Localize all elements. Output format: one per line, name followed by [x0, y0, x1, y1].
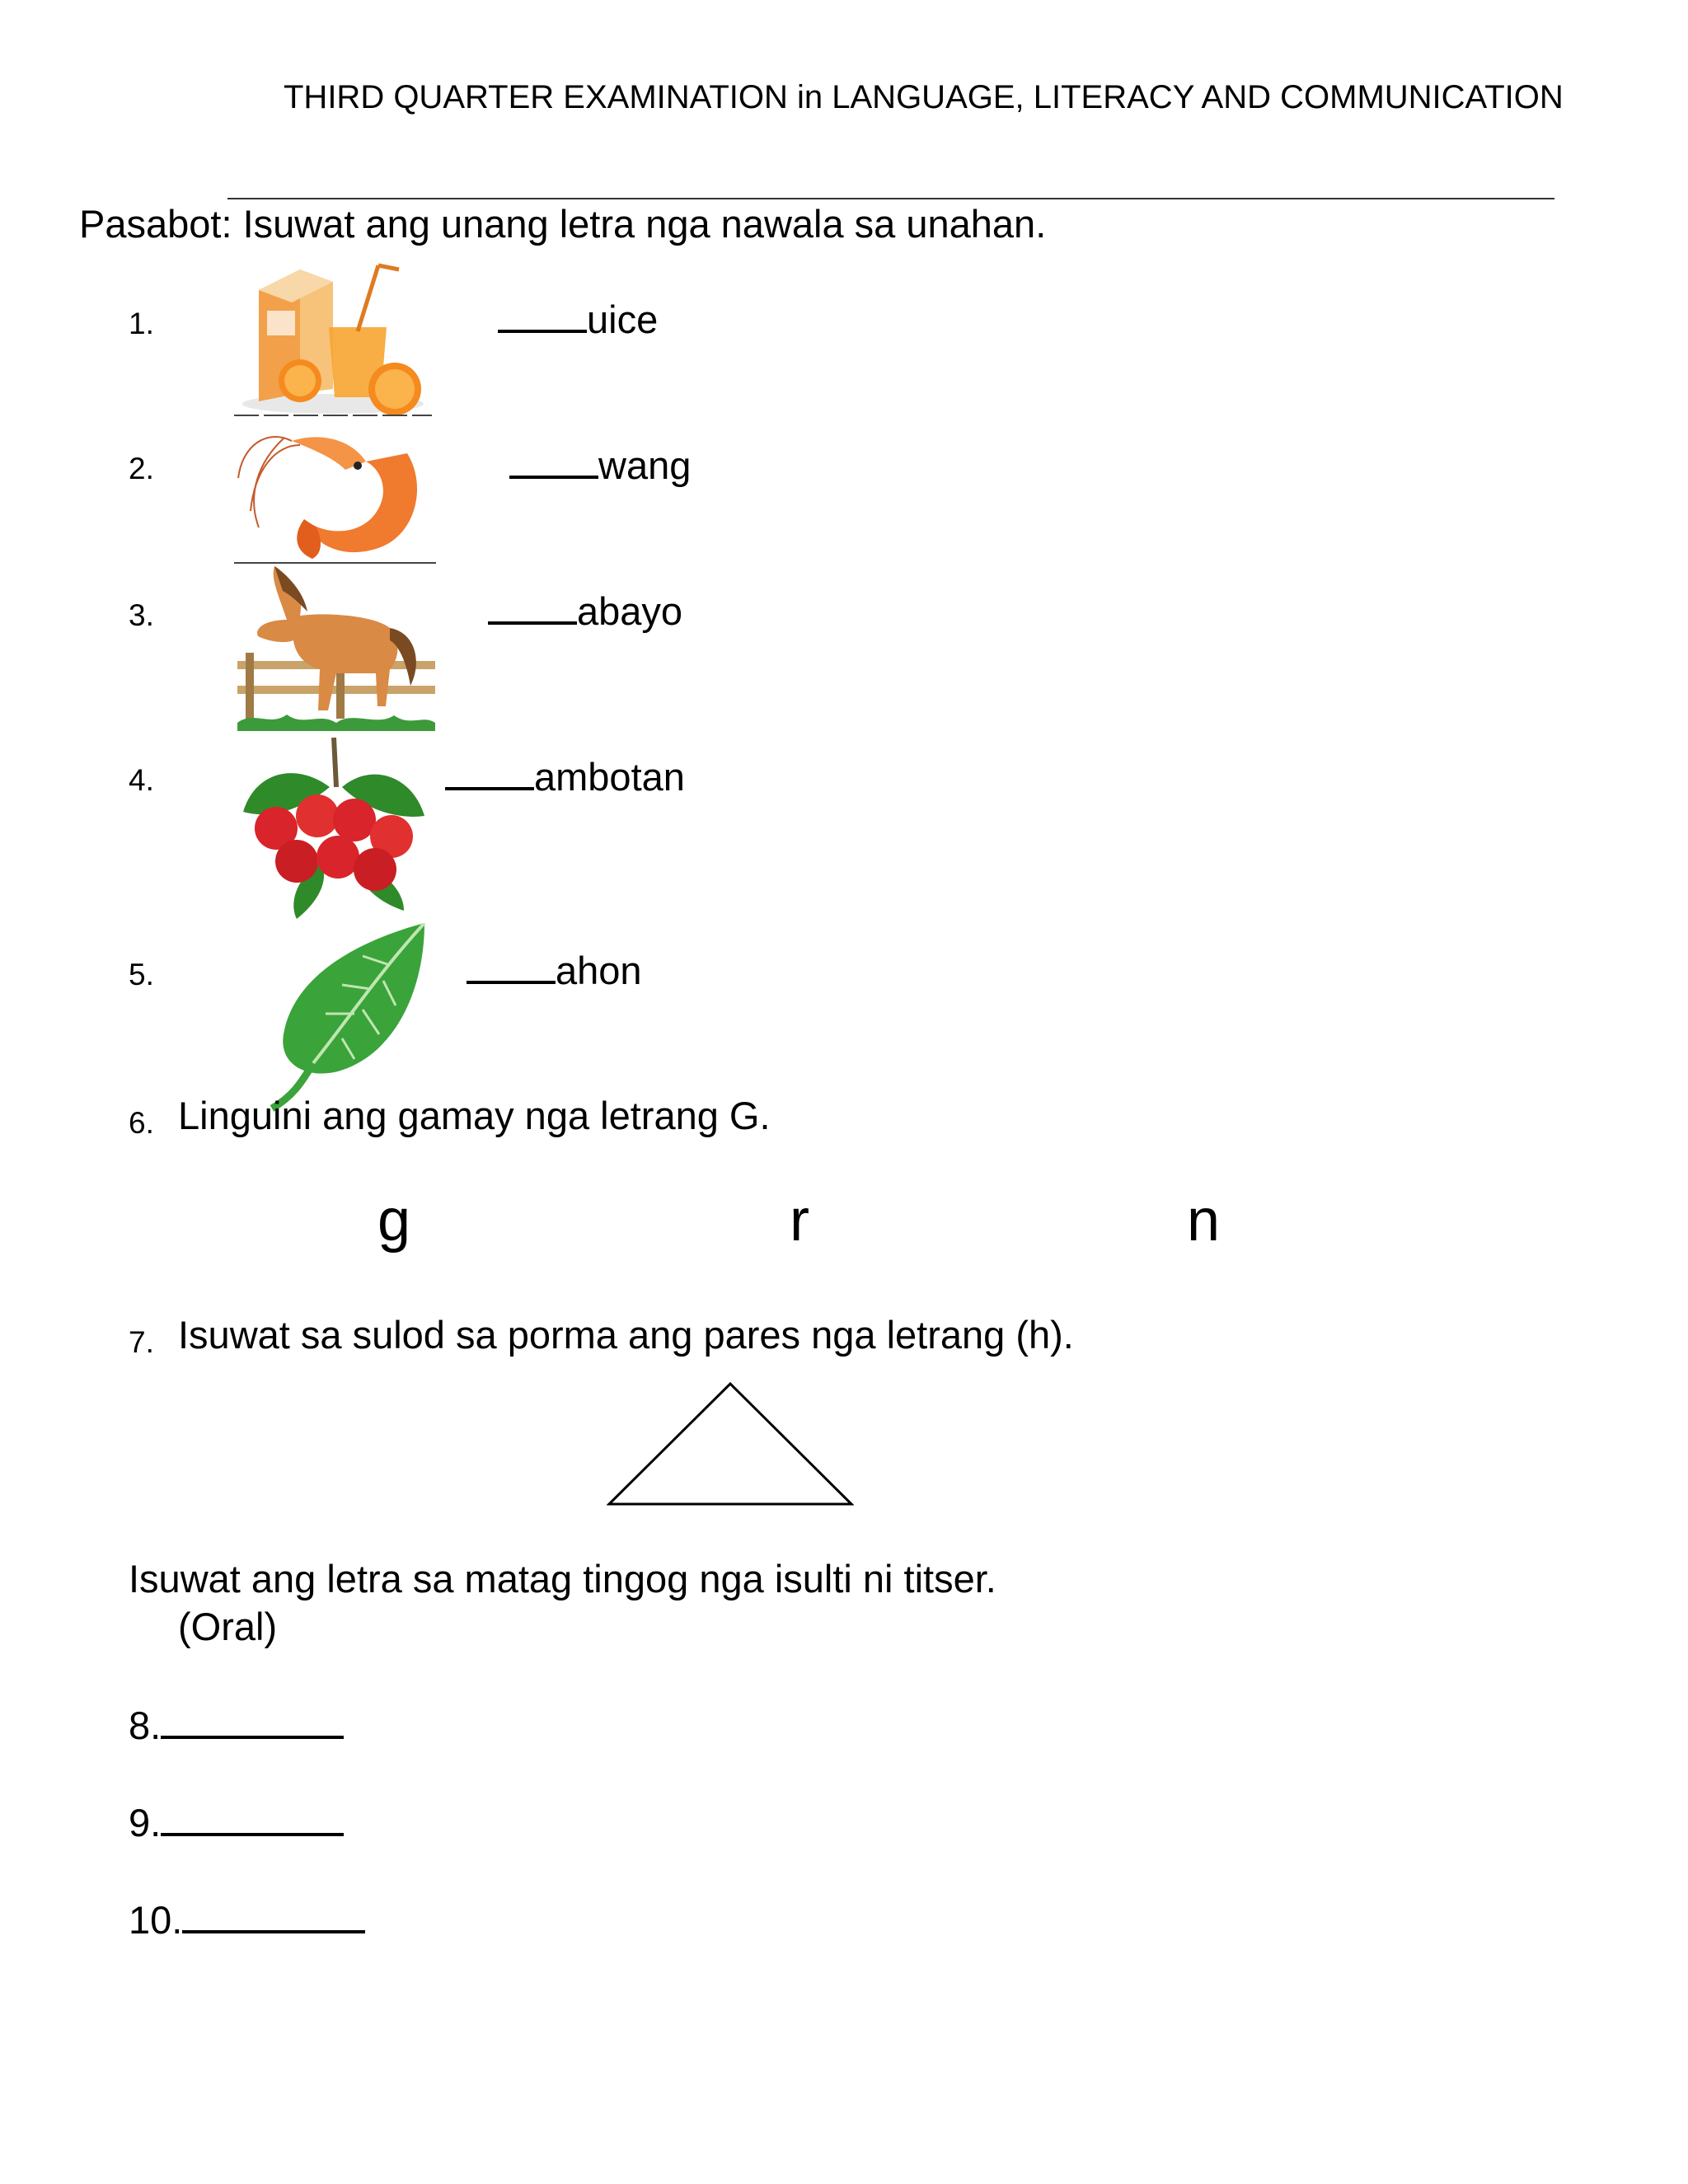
- item-number: 1.: [129, 307, 154, 340]
- choice-letter-r[interactable]: r: [790, 1188, 809, 1254]
- missing-letter-word: [498, 297, 658, 342]
- question-6-text: Linguini ang gamay nga letrang G.: [178, 1094, 771, 1137]
- leaf-icon: [264, 923, 429, 1113]
- answer-blank[interactable]: [161, 1734, 344, 1739]
- oral-answer-8: [129, 1703, 344, 1748]
- word-suffix: ahon: [556, 949, 642, 992]
- choice-letter-n[interactable]: n: [1187, 1188, 1221, 1254]
- oral-answer-10: [129, 1897, 365, 1943]
- item-number: 4.: [129, 763, 154, 797]
- word-suffix: uice: [587, 298, 659, 341]
- item-number: 3.: [129, 598, 154, 632]
- oral-instruction: Isuwat ang letra sa matag tingog nga isulti ni titser.: [129, 1557, 996, 1601]
- missing-letter-word: [509, 443, 691, 488]
- horse-icon: [237, 562, 435, 731]
- question-number: 6.: [129, 1106, 154, 1140]
- item-number: 5.: [129, 958, 154, 991]
- exam-title: THIRD QUARTER EXAMINATION in LANGUAGE, LITERACY AND COMMUNICATION: [284, 79, 1564, 115]
- choice-letter-g[interactable]: g: [377, 1188, 411, 1254]
- rambutan-icon: [239, 738, 429, 919]
- answer-number: 8.: [129, 1704, 162, 1747]
- item-number: 2.: [129, 452, 154, 485]
- answer-number: 10.: [129, 1898, 183, 1942]
- missing-letter-word: [467, 948, 642, 993]
- word-suffix: abayo: [577, 589, 683, 633]
- answer-blank[interactable]: [488, 620, 577, 625]
- name-line: [227, 198, 1554, 199]
- instructions: Pasabot: Isuwat ang unang letra nga nawala sa unahan.: [79, 202, 1047, 246]
- word-suffix: wang: [598, 443, 692, 487]
- oral-note: (Oral): [178, 1605, 278, 1648]
- orange-juice-icon: [234, 257, 432, 418]
- missing-letter-word: [445, 754, 685, 799]
- answer-blank[interactable]: [509, 474, 598, 479]
- shrimp-icon: [234, 420, 436, 565]
- word-suffix: ambotan: [534, 755, 685, 799]
- answer-blank[interactable]: [498, 328, 587, 333]
- question-number: 7.: [129, 1325, 154, 1359]
- question-7-text: Isuwat sa sulod sa porma ang pares nga letrang (h).: [178, 1313, 1074, 1357]
- missing-letter-word: [488, 588, 682, 634]
- triangle-icon[interactable]: [607, 1381, 854, 1507]
- answer-blank[interactable]: [445, 785, 534, 790]
- answer-blank[interactable]: [467, 979, 556, 984]
- answer-blank[interactable]: [161, 1831, 344, 1836]
- answer-number: 9.: [129, 1801, 162, 1844]
- answer-blank[interactable]: [182, 1929, 365, 1933]
- oral-answer-9: [129, 1800, 344, 1845]
